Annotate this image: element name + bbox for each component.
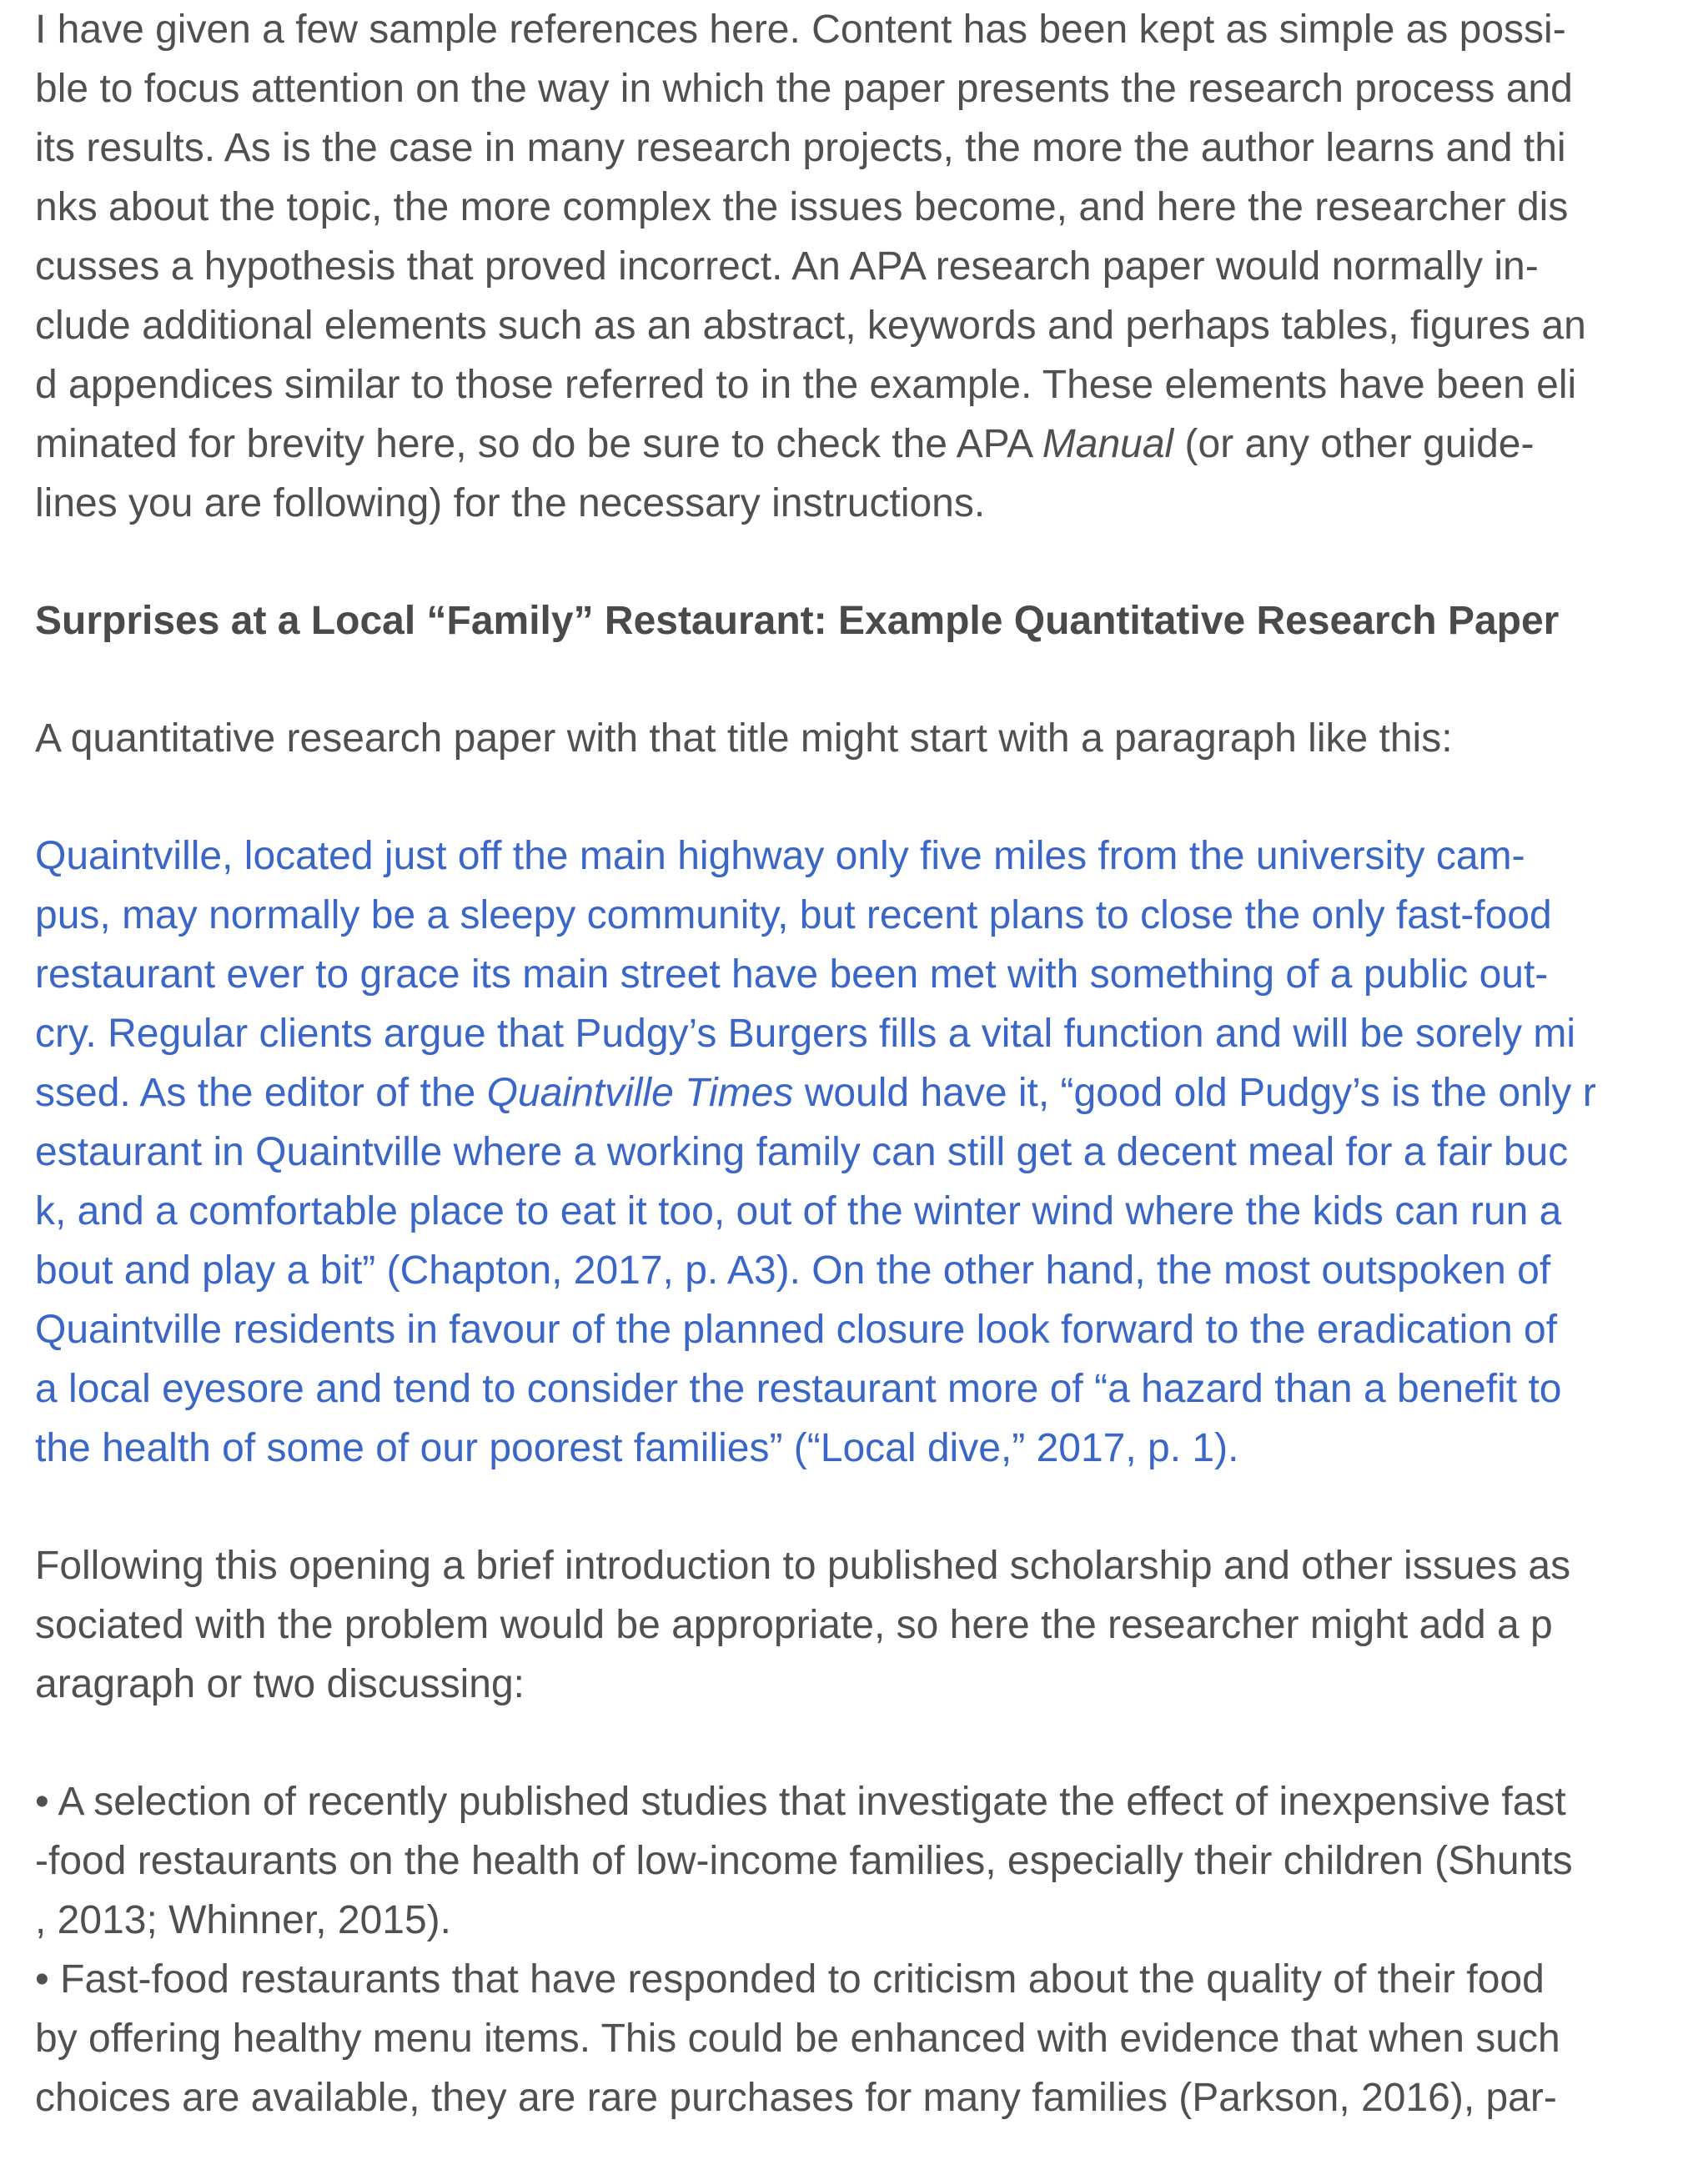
paragraph-gap [35,1478,1682,1536]
intro-line: clude additional elements such as an abstract, keywords and perhaps tables, figures an [35,304,1586,348]
bullet-line: • A selection of recently published studies that investigate the effect of inexpensive fast [35,1780,1566,1824]
paragraph-gap [35,1714,1682,1772]
bullet-line: -food restaurants on the health of low-income families, especially their children (Shunts [35,1839,1573,1883]
example-paragraph [35,826,1682,1478]
intro-line: its results. As is the case in many research projects, the more the author learns and thi [35,126,1566,170]
example-line: Quaintville residents in favour of the planned closure look forward to the eradication of [35,1308,1558,1352]
intro-line: cusses a hypothesis that proved incorrect. An APA research paper would normally in- [35,244,1539,289]
example-line: estaurant in Quaintville where a working family can still get a decent meal for a fair buc [35,1130,1569,1174]
intro-line: d appendices similar to those referred to in the example. These elements have been eli [35,363,1577,407]
following-line: aragraph or two discussing: [35,1662,525,1706]
example-line [35,1063,1682,1123]
following-paragraph [35,1536,1682,1714]
paragraph-gap [35,650,1682,709]
example-line-text: ssed. As the editor of the [35,1071,487,1115]
paragraph-gap [35,768,1682,826]
example-line: pus, may normally be a sleepy community, but recent plans to close the only fast-food [35,893,1552,937]
example-line: k, and a comfortable place to eat it too, out of the winter wind where the kids can run a [35,1189,1562,1233]
bullet-line: , 2013; Whinner, 2015). [35,1898,451,1942]
newspaper-title-italic: Quaintville Times [486,1071,794,1115]
example-line: Quaintville, located just off the main highway only five miles from the university cam- [35,834,1525,878]
intro-line: ble to focus attention on the way in which the paper presents the research process and [35,67,1573,111]
lead-in-paragraph [35,709,1682,768]
example-line: a local eyesore and tend to consider the restaurant more of “a hazard than a benefit to [35,1367,1562,1411]
intro-line [35,414,1682,474]
intro-line: I have given a few sample references here. Content has been kept as simple as possi- [35,8,1566,52]
bullet-line: by offering healthy menu items. This could be enhanced with evidence that when such [35,2017,1560,2061]
intro-line-text: (or any other guide- [1173,422,1535,466]
bullet-list [35,1772,1682,2127]
example-line: restaurant ever to grace its main street have been met with something of a public out- [35,952,1549,997]
intro-line: nks about the topic, the more complex the issues become, and here the researcher dis [35,185,1569,229]
section-heading-block [35,591,1682,650]
intro-line-text: minated for brevity here, so do be sure to check the APA [35,422,1042,466]
example-line: the health of some of our poorest families” (“Local dive,” 2017, p. 1). [35,1426,1239,1470]
lead-in-line: A quantitative research paper with that title might start with a paragraph like this: [35,716,1453,761]
intro-line: lines you are following) for the necessary instructions. [35,481,986,525]
example-line: cry. Regular clients argue that Pudgy’s Burgers fills a vital function and will be sorely mi [35,1012,1576,1056]
section-heading: Surprises at a Local “Family” Restaurant: Example Quantitative Research Paper [35,599,1560,643]
paragraph-gap [35,533,1682,591]
example-line: bout and play a bit” (Chapton, 2017, p. A3). On the other hand, the most outspoken of [35,1248,1551,1293]
following-line: sociated with the problem would be appropriate, so here the researcher might add a p [35,1603,1553,1647]
bullet-line: • Fast-food restaurants that have responded to criticism about the quality of their food [35,1957,1545,2002]
example-line-text: would have it, “good old Pudgy’s is the only r [793,1071,1596,1115]
following-line: Following this opening a brief introduction to published scholarship and other issues as [35,1544,1571,1588]
article-body [35,0,1682,2127]
bullet-line: choices are available, they are rare purchases for many families (Parkson, 2016), par- [35,2076,1557,2120]
intro-paragraph [35,0,1682,533]
manual-title-italic: Manual [1042,422,1174,466]
